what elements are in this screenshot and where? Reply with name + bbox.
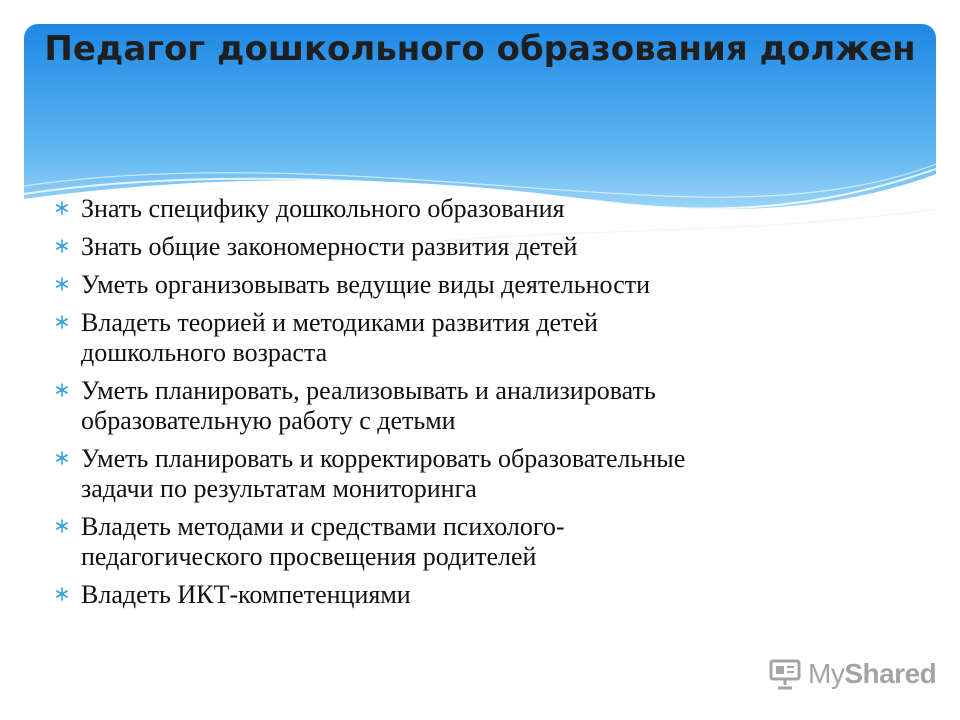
list-item [48, 512, 928, 572]
bullet-line: Уметь организовывать ведущие виды деятельности [81, 270, 651, 299]
bullet-line: Знать специфику дошкольного образования [81, 194, 565, 223]
asterisk-icon [54, 314, 70, 330]
list-item [48, 308, 928, 368]
slide-title: Педагог дошкольного образования должен [44, 29, 916, 69]
watermark [768, 656, 936, 692]
asterisk-icon [54, 276, 70, 292]
bullet-line: Владеть ИКТ-компетенциями [81, 580, 411, 609]
asterisk-icon [54, 586, 70, 602]
list-item [48, 444, 928, 504]
asterisk-icon [54, 450, 70, 466]
bullet-line: дошкольного возраста [81, 338, 328, 367]
asterisk-icon [54, 382, 70, 398]
bullet-line: Уметь планировать и корректировать образовательные [81, 444, 686, 473]
list-item [48, 194, 928, 224]
asterisk-icon [54, 518, 70, 534]
bullet-line: Знать общие закономерности развития детей [81, 232, 578, 261]
bullet-line: задачи по результатам мониторинга [81, 474, 477, 503]
list-item [48, 376, 928, 436]
list-item [48, 580, 928, 610]
watermark-text-light: My [808, 658, 845, 689]
presentation-icon [768, 658, 802, 690]
bullet-line: образовательную работу с детьми [81, 406, 456, 435]
watermark-text [808, 658, 936, 690]
list-item [48, 270, 928, 300]
bullet-list [48, 194, 928, 618]
asterisk-icon [54, 238, 70, 254]
list-item [48, 232, 928, 262]
asterisk-icon [54, 200, 70, 216]
bullet-line: Владеть методами и средствами психолого- [81, 512, 565, 541]
bullet-line: педагогического просвещения родителей [81, 542, 537, 571]
watermark-text-bold: Shared [844, 658, 937, 689]
bullet-line: Владеть теорией и методиками развития детей [81, 308, 598, 337]
bullet-line: Уметь планировать, реализовывать и анализировать [81, 376, 656, 405]
